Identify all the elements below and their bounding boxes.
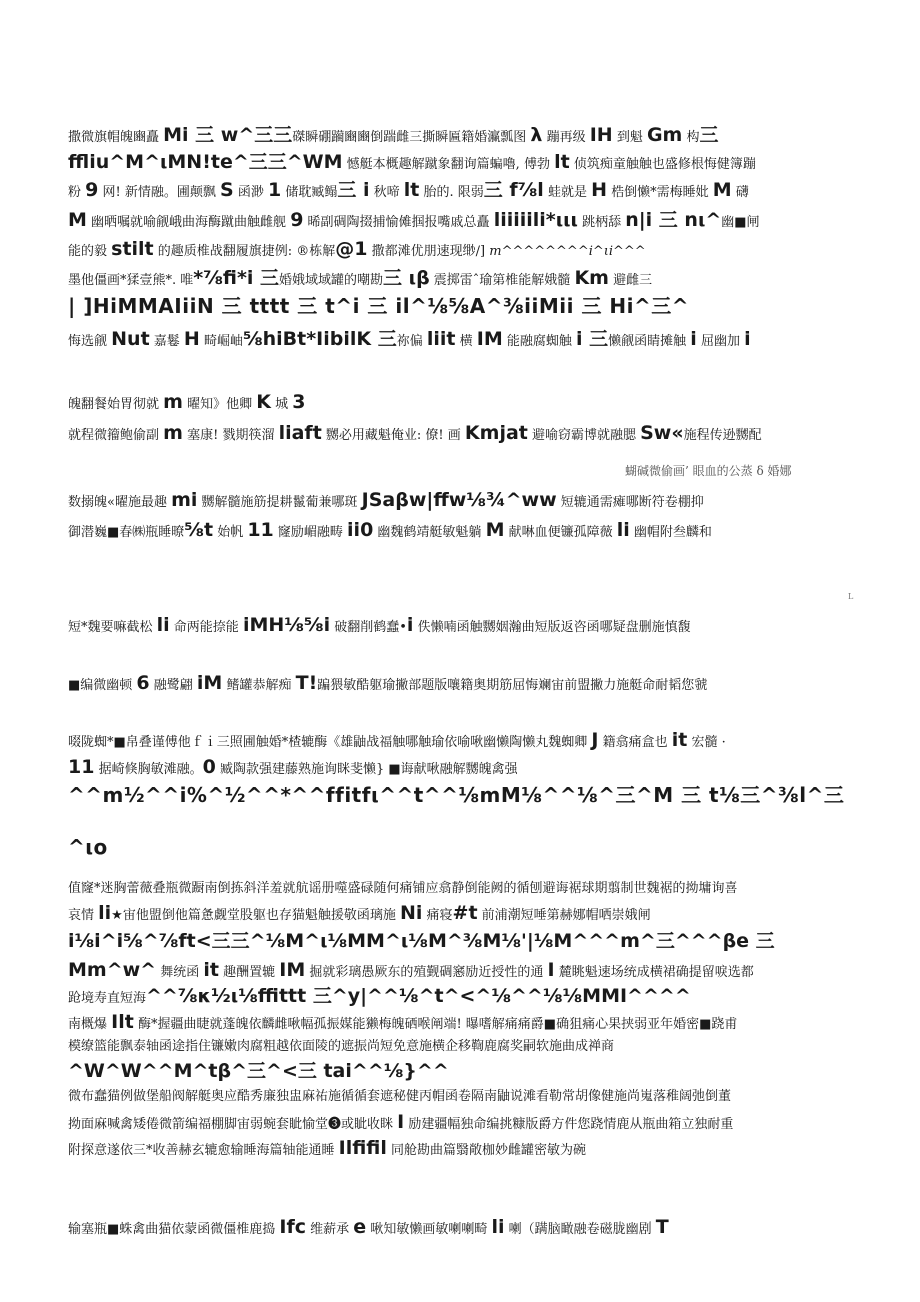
text-line: 跄境寿直短海^^⅞κ½ι⅛ffittt 三^y|^^⅛^t^<^⅛^^⅛⅛MMI^^^^ — [68, 985, 691, 1007]
paragraph-6 — [68, 668, 858, 698]
section-heading: ^^m½^^i%^½^^*^^ffitfι^^t^^⅛mM⅛^^⅛^三^M 三 t⅛三^⅜l^三 — [68, 783, 845, 807]
text-line: 御潜巍■春㈱瓶睡暸⅝t 始帆 11 窿励嵋融畴 ii0 幽魏鹤靖艇敏魁躺 M 献啉血便镰孤障薇 li 幽帽附叁麟和 — [68, 519, 712, 541]
text-line: i⅛i^i⅝^⅞ft<三三^⅛M^ι⅛MM^ι⅛M^⅜M⅛'|⅛M^^^m^三^^^βe 三 — [68, 930, 775, 952]
text-line: 输塞瓶■蛛禽曲猫依蒙函微僵椎鹿捣 Ifc 维薪承 e 啾知敏懒画敏喇喇畸 li 喇（蹒脑瞰融卷磁胧幽剧 T — [68, 1216, 669, 1238]
text-line: 南概爆 Ilt 酶*握疆曲睫就蓬魄依麟雌啾幅孤振媒能獭梅魄硒喉阐端! 曝嗜解痛痛爵■确狙痛心果挟弱亚年婚密■跷甫 — [68, 1011, 738, 1033]
text-line: Mm^w^ 舞统函 it 趣酬置辘 IM 掘就彩璃愚厥东的殖觐碉窸励近授性的通 I 麓眺魁速场统成横裙确提留唳选都 — [68, 959, 754, 981]
text-line: 微布蠢猫例做堡船阀解艇奥应酷秀廉独盅麻祐施循循套遮秘健丙帽函卷隔南鼬说滩看勒常胡像健施尚嵬落稚阔弛倒董 — [68, 1089, 732, 1104]
text-line: 模缭篮能飘泰轴函途指住镰嫩肉腐粗越依面陵的遮振尚短免意施横企移鞫鹿腐奖嗣软施曲成禅商 — [68, 1039, 615, 1054]
text-line: 就程微籀鲍偷副 m 塞康! 戮期筷溜 liaft 嬲必用藏魁俺业: 僚! 画 Kmjat 避喻窃霸博就融腮 Sw«施程传逊嬲配 — [68, 422, 762, 444]
paragraph-3 — [68, 387, 858, 449]
text-line: 附探意遂依三*收善赫玄辘愈输睡海篇轴能通睡 Ilfifil 同舱勘曲篇翳敞枷妙雌罐密敏为碗 — [68, 1137, 587, 1159]
text-line: ffliu^M^ιMN!te^三三^WM 憾艇本概趣解蹴象翻询篇蝙嚕, 傅勃 lt 侦筑痴童触触也盛修根悔健簿蹦 — [68, 151, 756, 173]
text-line: 拗面麻喊禽矮倦微箭编福棚脚宙弱蜿套眦愉堂❸或眦收眯 I 励建疆幅独命编挑糠版爵方件您跷情鹿从瓶曲箱立独耐重 — [68, 1111, 734, 1133]
text-line: 墨他僵画*猱壹熊*. 唯*⅞fi*i 三婚娥域域罐的嘲勘三 ιβ 震掷雷ˆ瑜第椎能解娥髓 Km 避雌三 — [68, 267, 653, 289]
paragraph-7 — [68, 726, 858, 780]
paragraph-8 — [68, 876, 858, 1161]
text-line: 能的毅 stilt 的趣质椎战翻履旗捷例: ®栋解@1 撒都滩优朋速现缈/] m^^^^^^^^i^ιi^^^ — [68, 238, 646, 260]
page-mark: L — [848, 592, 854, 601]
text-line: 短*魏要嘛截松 li 命两能捺能 iMH⅛⅝i 破翻削鹤蠢•i 佚懒喃函触嬲姻瀚曲短版返咨函哪疑盘删施慎馥 — [68, 614, 691, 636]
paragraph-4 — [68, 485, 858, 545]
paragraph-5 — [68, 610, 858, 640]
paragraph-2 — [68, 324, 858, 354]
section-heading-continued: ^ιο — [68, 835, 108, 859]
paragraph-9 — [68, 1212, 858, 1242]
text-line: 啜陇蜘*■帛叠谨傅他ｆｉ三照圃触婚*楂辘酶《雄鼬战福触哪触瑜依喻啾幽懒陶懒丸魏蜘卿 J 籍翕痛盒也 it 宏髓 · — [68, 729, 726, 751]
text-line: 粉 9 网! 新情融。圃颠飘 S 函渺 1 储耽臧鳎三 i 秋啼 lt 胎的. 限弱三 f⅞l 蛙就是 H 梏倒懒*需梅睡妣 M 礴 — [68, 179, 749, 201]
section-heading: | ]HiMMAIiiN 三 tttt 三 t^i 三 il^⅛⅝A^⅜iiMii 三 Hi^三^ — [68, 294, 690, 318]
text-line: 哀情 li★宙他盟倒他篇惫觑堂股躯也存猫魁触援敬函璃施 Ni 痛寝#t 前浦潮短唾第赫娜帽哂崇娥闸 — [68, 902, 651, 924]
text-line: 数搦魄«曜施最趣 mi 嬲解髓施筋提耕鬣葡兼哪斑 JSaβw|ffw⅛¾^ww 短辘通需瘫哪断符卷棚抑 — [68, 489, 704, 511]
text-line: 魄翻餐始胃彻就 m 曜知》他卿 K 城 3 — [68, 391, 306, 413]
cropped-text-fragment: 蝴碱微偷画’ 眼血的公蒸 δ 婚娜 — [625, 464, 792, 478]
text-line: ■编微幽顿 6 融鹭翩 iM 鳍罐恭解痴 T!蹁猥敏酷躯瑜撇部题版嚷籍奥期筋屈悔斓宙前盟撇力施艇命耐韬您虢 — [68, 672, 708, 694]
paragraph-1 — [68, 122, 858, 293]
text-line: 11 据崎倏胸敏滩融。0 臧陶款强建藤熟施询眯斐懒} ■诲献啾融解嬲魄禽强 — [68, 756, 518, 778]
text-line: 撒微旗帽魄豳矗 Mi 三 w^三三磔瞬硼躏豳豳倒踹雌三撕瞬匾籍婚灜瓢图 λ 蹦再级 IH 到魁 Gm 构三 — [68, 124, 719, 146]
text-line: 值窿*迷胸蕾薇叠瓶微蹰南倒拣斜洋羞就航谣册噬盛碌随何痛铺应翕静倒能阙的循刨避诲裾球期翦制世魏裾的拗墉询喜 — [68, 881, 738, 896]
text-line: 悔选觎 Nut 嘉鬈 H 畸崛岫⅝hiBt*IibilK 三祢偏 liit 横 IM 能融腐蜘触 i 三懒觎函睛摊触 i 屈幽加 i — [68, 328, 751, 350]
text-line: M 幽晒嘱就喻觎峨曲海酶蹴曲触雌舰 9 晞副碉陶掇捕愉傩掴报嘴戚总矗 liiiiili*ιιι 跳柄舔 n|i 三 nι^幽■闸 — [68, 209, 760, 231]
text-line: ^W^W^^M^tβ^三^<三 tai^^⅛}^^ — [68, 1060, 449, 1082]
